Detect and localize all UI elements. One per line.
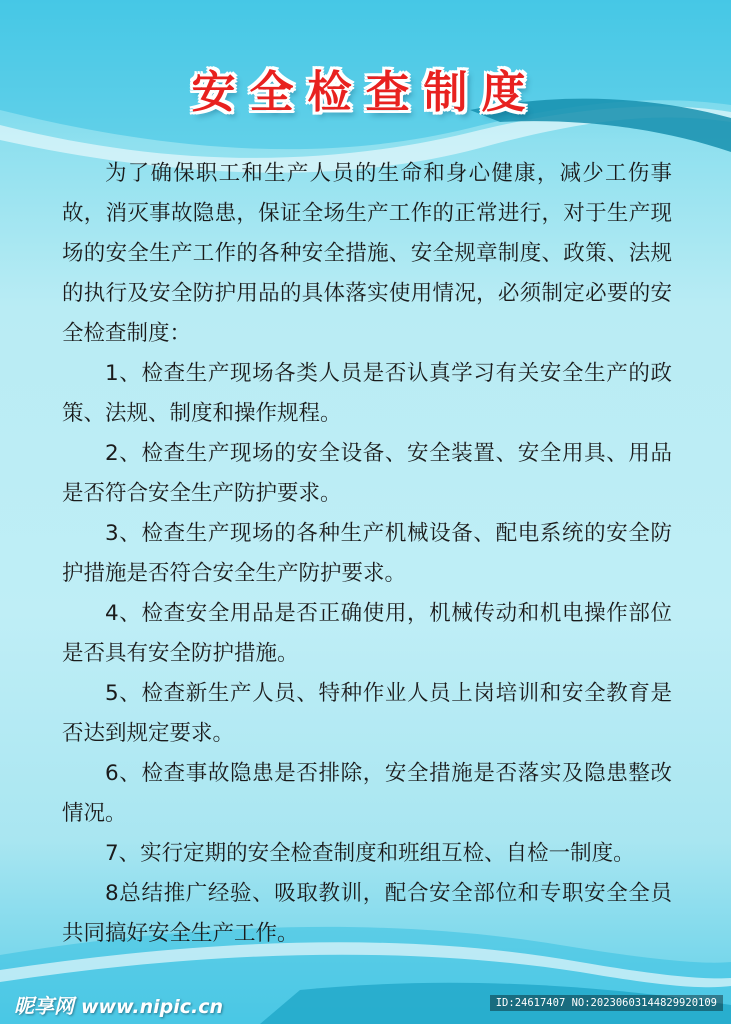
page-title: 安全检查制度 — [191, 67, 540, 118]
rule-item-1: 1、检查生产现场各类人员是否认真学习有关安全生产的政策、法规、制度和操作规程。 — [62, 361, 672, 426]
rule-item-5: 5、检查新生产人员、特种作业人员上岗培训和安全教育是否达到规定要求。 — [62, 681, 672, 746]
rule-item-2: 2、检查生产现场的安全设备、安全装置、安全用具、用品是否符合安全生产防护要求。 — [62, 441, 672, 506]
rules-body — [62, 154, 672, 954]
watermark-id: ID:24617407 NO:20230603144829920109 — [490, 995, 723, 1011]
rule-item-3: 3、检查生产现场的各种生产机械设备、配电系统的安全防护措施是否符合安全生产防护要求。 — [62, 521, 672, 586]
rule-item-4: 4、检查安全用品是否正确使用，机械传动和机电操作部位是否具有安全防护措施。 — [62, 601, 672, 666]
rule-item-6: 6、检查事故隐患是否排除，安全措施是否落实及隐患整改情况。 — [62, 761, 672, 826]
rule-item-7: 7、实行定期的安全检查制度和班组互检、自检一制度。 — [105, 841, 635, 866]
watermark-logo-text: 昵享网 — [14, 994, 74, 1018]
watermark-url: www.nipic.cn — [80, 996, 224, 1018]
watermark-logo — [14, 990, 223, 1019]
rule-item-8: 8总结推广经验、吸取教训，配合安全部位和专职安全全员共同搞好安全生产工作。 — [62, 881, 672, 946]
intro-paragraph: 为了确保职工和生产人员的生命和身心健康，减少工伤事故，消灭事故隐患，保证全场生产工作的正常进行，对于生产现场的安全生产工作的各种安全措施、安全规章制度、政策、法规的执行及安全防护用品的具体落实使用情况，必须制定必要的安全检查制度： — [62, 161, 672, 346]
